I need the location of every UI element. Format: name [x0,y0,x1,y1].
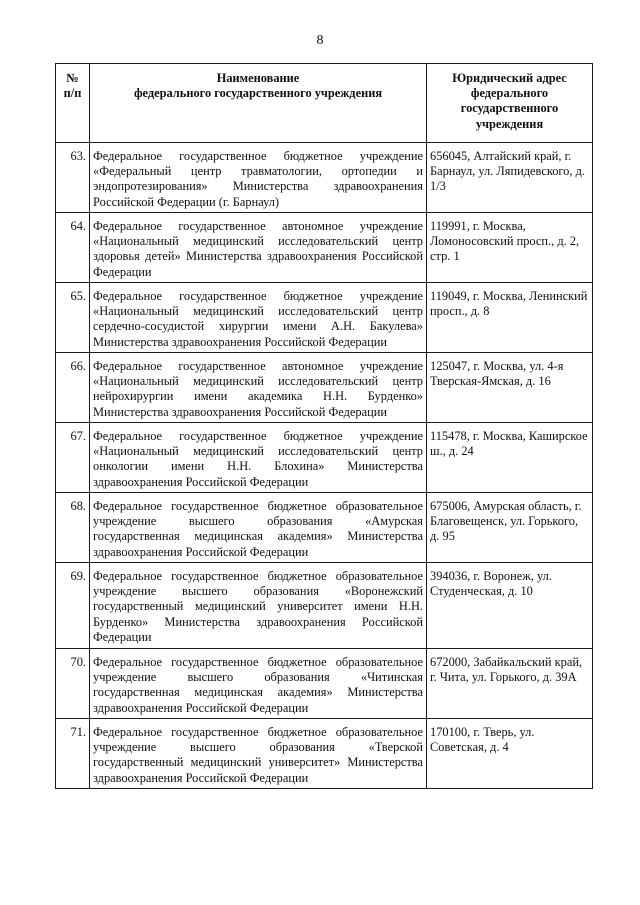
table-row [56,423,593,493]
table-header-row [56,64,593,143]
legal-address: 119991, г. Москва, Ломоносовский просп., д. 2, стр. 1 [427,213,593,283]
legal-address: 672000, Забайкальский край, г. Чита, ул. Горького, д. 39А [427,649,593,719]
legal-address: 656045, Алтайский край, г. Барнаул, ул. Ляпидевского, д. 1/3 [427,143,593,213]
legal-address: 119049, г. Москва, Ленинский просп., д. 8 [427,283,593,353]
header-address [427,64,593,143]
legal-address: 394036, г. Воронеж, ул. Студенческая, д. 10 [427,563,593,649]
header-number-line: № [66,71,79,85]
institution-name: Федеральное государственное бюджетное учреждение «Национальный медицинский исследовательский центр сердечно-сосудистой хирургии имени А.Н. Бакулева» Министерства здравоохранения Российской Федерации [90,283,427,353]
legal-address: 675006, Амурская область, г. Благовещенск, ул. Горького, д. 95 [427,493,593,563]
header-number-line: п/п [63,86,82,101]
row-number: 70. [56,649,90,719]
row-number: 69. [56,563,90,649]
institution-name: Федеральное государственное бюджетное учреждение «Национальный медицинский исследовательский центр онкологии имени Н.Н. Блохина» Министерства здравоохранения Российской Федерации [90,423,427,493]
header-name [90,64,427,143]
table-row [56,649,593,719]
institution-name: Федеральное государственное бюджетное образовательное учреждение высшего образования «Читинская государственная медицинская академия» Министерства здравоохранения Российской Федерации [90,649,427,719]
header-address-line: федерального [470,86,549,101]
header-address-line: государственного [460,101,559,116]
institution-name: Федеральное государственное бюджетное образовательное учреждение высшего образования «Амурская государственная медицинская академия» Министерства здравоохранения Российской Федерации [90,493,427,563]
institutions-table [55,63,593,789]
legal-address: 115478, г. Москва, Каширское ш., д. 24 [427,423,593,493]
table-row [56,143,593,213]
table-row [56,493,593,563]
row-number: 65. [56,283,90,353]
header-address-line: учреждения [475,116,544,131]
table-row [56,283,593,353]
legal-address: 125047, г. Москва, ул. 4-я Тверская-Ямская, д. 16 [427,353,593,423]
table-row [56,353,593,423]
page-number: 8 [316,33,324,48]
row-number: 66. [56,353,90,423]
institution-name: Федеральное государственное автономное учреждение «Национальный медицинский исследовательский центр здоровья детей» Министерства здравоохранения Российской Федерации [90,213,427,283]
row-number: 67. [56,423,90,493]
header-name-line: федерального государственного учреждения [133,86,383,101]
row-number: 63. [56,143,90,213]
legal-address: 170100, г. Тверь, ул. Советская, д. 4 [427,719,593,789]
table-row [56,563,593,649]
row-number: 71. [56,719,90,789]
table-row [56,213,593,283]
institution-name: Федеральное государственное автономное учреждение «Национальный медицинский исследовательский центр нейрохирургии имени академика Н.Н. Бурденко» Министерства здравоохранения Российской Федерации [90,353,427,423]
institution-name: Федеральное государственное бюджетное образовательное учреждение высшего образования «Тверской государственный медицинский университет» Министерства здравоохранения Российской Федерации [90,719,427,789]
header-address-line: Юридический адрес [452,71,567,85]
institution-name: Федеральное государственное бюджетное образовательное учреждение высшего образования «Воронежский государственный медицинский университет имени Н.Н. Бурденко» Министерства здравоохранения Российской Федерации [90,563,427,649]
institution-name: Федеральное государственное бюджетное учреждение «Федеральный центр травматологии, ортопедии и эндопротезирования» Министерства здравоохранения Российской Федерации (г. Барнаул) [90,143,427,213]
table-row [56,719,593,789]
row-number: 64. [56,213,90,283]
header-number [56,64,90,143]
header-name-line: Наименование [216,71,300,85]
row-number: 68. [56,493,90,563]
